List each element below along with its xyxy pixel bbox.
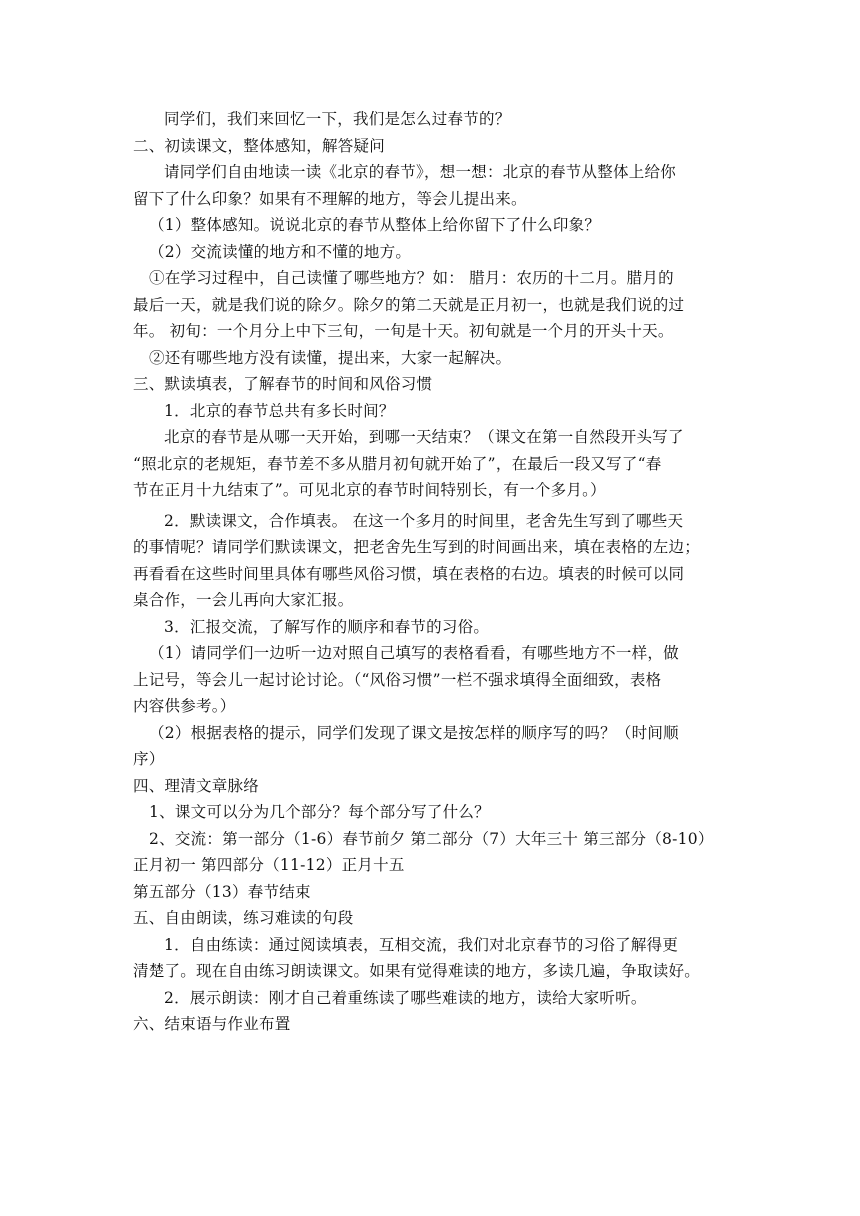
paragraph-line: 的事情呢？请同学们默读课文，把老舍先生写到的时间画出来，填在表格的左边； <box>133 538 701 556</box>
section-heading-5: 五、自由朗读，练习难读的句段 <box>133 909 354 927</box>
paragraph-line: 3．汇报交流，了解写作的顺序和春节的习俗。 <box>164 617 490 636</box>
paragraph-line: 年。 初旬：一个月分上中下三旬，一旬是十天。初旬就是一个月的开头十天。 <box>133 322 674 340</box>
paragraph-line: 同学们，我们来回忆一下，我们是怎么过春节的？ <box>164 110 511 128</box>
paragraph-line: 再看看在这些时间里具体有哪些风俗习惯，填在表格的右边。填表的时候可以同 <box>133 564 685 583</box>
section-heading-2: 二、初读课文，整体感知，解答疑问 <box>133 136 386 155</box>
paragraph-line: 内容供参考。） <box>133 697 236 715</box>
paragraph-line: ①在学习过程中，自己读懂了哪些地方？如： 腊月：农历的十二月。腊月的 <box>149 269 674 287</box>
paragraph-line: 1．自由练读：通过阅读填表，互相交流，我们对北京春节的习俗了解得更 <box>164 935 679 954</box>
paragraph-line: 北京的春节是从哪一天开始，到哪一天结束？（课文在第一自然段开头写了 <box>164 428 684 446</box>
section-heading-3: 三、默读填表，了解春节的时间和风俗习惯 <box>133 375 433 393</box>
paragraph-line: （1）请同学们一边听一边对照自己填写的表格看看，有哪些地方不一样，做 <box>149 644 679 662</box>
paragraph-line: 上记号，等会儿一起讨论讨论。（“风俗习惯”一栏不强求填得全面细致，表格 <box>133 670 662 689</box>
paragraph-line: 正月初一 第四部分（11-12）正月十五 <box>133 856 405 874</box>
paragraph-line: 2．默读课文，合作填表。 在这一个多月的时间里，老舍先生写到了哪些天 <box>164 511 684 530</box>
paragraph-line: 1、课文可以分为几个部分？每个部分写了什么？ <box>149 803 490 821</box>
paragraph-line: 请同学们自由地读一读《北京的春节》，想一想：北京的春节从整体上给你 <box>164 163 677 181</box>
paragraph-line: 2、交流：第一部分（1-6）春节前夕 第二部分（7）大年三十 第三部分（8-10） <box>149 829 714 848</box>
paragraph-line: “照北京的老规矩，春节差不多从腊月初旬就开始了”，在最后一段又写了“春 <box>133 454 662 473</box>
paragraph-line: （1）整体感知。说说北京的春节从整体上给你留下了什么印象？ <box>149 216 601 234</box>
paragraph-line: 1．北京的春节总共有多长时间？ <box>164 401 395 420</box>
document-body <box>133 106 738 1038</box>
paragraph-line: 最后一天，就是我们说的除夕。除夕的第二天就是正月初一，也就是我们说的过 <box>133 295 685 314</box>
paragraph-line: 序） <box>133 750 165 768</box>
section-heading-6: 六、结束语与作业布置 <box>133 1015 291 1033</box>
paragraph-line: （2）根据表格的提示，同学们发现了课文是按怎样的顺序写的吗？（时间顺 <box>149 723 679 742</box>
paragraph-line: ②还有哪些地方没有读懂，提出来，大家一起解决。 <box>149 348 512 367</box>
paragraph-line: 第五部分（13）春节结束 <box>133 882 311 901</box>
paragraph-line: 节在正月十九结束了”。可见北京的春节时间特别长，有一个多月。） <box>133 481 606 499</box>
paragraph-line: 留下了什么印象？如果有不理解的地方，等会儿提出来。 <box>133 189 527 208</box>
paragraph-line: （2）交流读懂的地方和不懂的地方。 <box>149 242 412 261</box>
paragraph-line: 桌合作，一会儿再向大家汇报。 <box>133 591 354 609</box>
section-heading-4: 四、理清文章脉络 <box>133 776 260 795</box>
paragraph-line: 2．展示朗读：刚才自己着重练读了哪些难读的地方，读给大家听听。 <box>164 988 647 1007</box>
paragraph-line: 清楚了。现在自由练习朗读课文。如果有觉得难读的地方，多读几遍，争取读好。 <box>133 962 701 980</box>
